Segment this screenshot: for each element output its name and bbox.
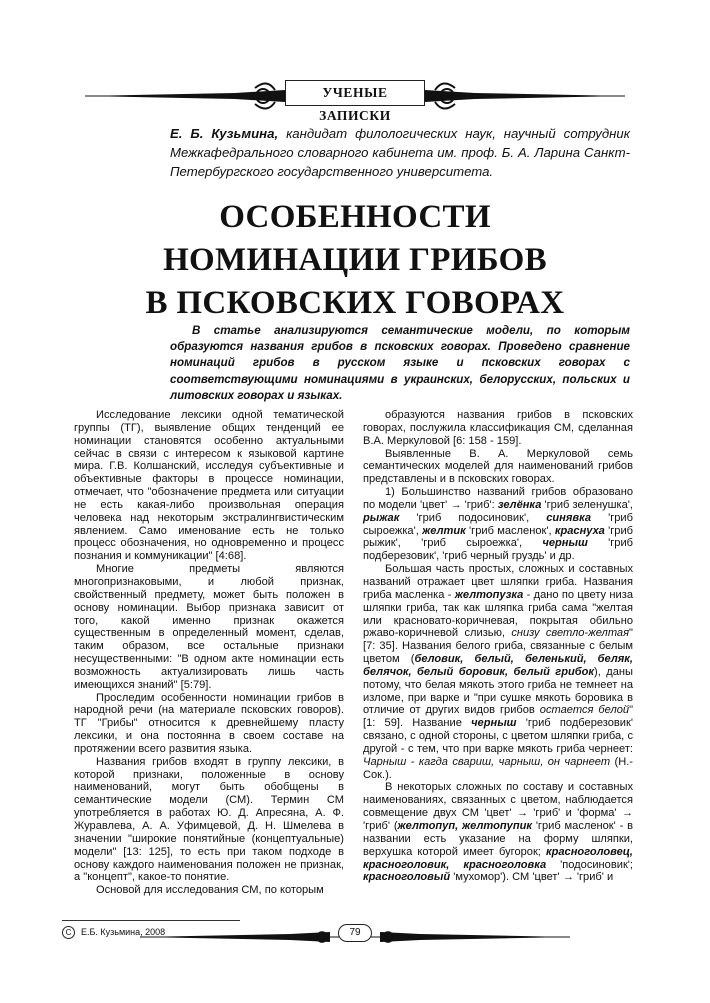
copyright-text: Е.Б. Кузьмина, 2008 [81,926,166,937]
term: синявка [546,511,592,524]
paragraph: Основой для исследования СМ, по которым [96,884,324,897]
author-info [170,124,630,181]
paragraph: Названия грибов входят в группу лексики, в которой признаки, положенные в основу наименований, могут быть обобщены в семантические модели (СМ). Термин СМ употребляется в работах Ю. Д. Апресяна, А. Ф. Журавлева, А. А. Уфимцевой, Д. Н. Шмелева в значении "широкие понятийные (концептуальные) модели" [13: 125], то есть при таком подходе в основу каждого наименования положен не признак, а "концепт", какое-то понятие. [74,755,344,884]
arrow-icon: → [450,498,462,511]
copyright-icon: C [62,926,75,939]
term: краснуха [554,524,605,537]
title-line-3: В ПСКОВСКИХ ГОВОРАХ [145,285,565,321]
left-column [74,409,344,897]
paragraph [363,486,633,563]
text: - дано по цвету низа шляпки гриба, так как шляпка гриба сама "желтая или красновато-коричневая, покрытая обильно ржаво-коричневой слизью, [363,588,633,640]
quote: Чарныш - кагда свариш, чарныш, он чарнеет [363,755,611,768]
text: Большая часть простых, сложных и составных названий отражает цвет шляпки гриба. Названия гриба масленка - [363,563,633,601]
quote: снизу светло-желтая [511,627,630,640]
term: черныш [471,717,517,730]
paragraph [363,781,633,884]
text: " [1: 59]. Название [363,704,634,730]
abstract: В статье анализируются семантические модели, по которым образуются названия грибов в псковских говорах. Проведено сравнение номинаций грибов в русском языке и псковских говорах с соответствующими номинациями в украинских, белорусских, польских и литовских говорах и языках. [170,324,630,402]
text: 'гриб масленок' - в названии есть указание на форму шляпки, верхушка которой имеет бугорок; [363,820,633,858]
text: 'гриб' и 'форма' [527,807,622,820]
title-line-1: ОСОБЕННОСТИ [219,199,491,235]
text: 'подосиновик'; [546,858,633,871]
page-number: 79 [338,924,372,942]
title-line-2: НОМИНАЦИИ ГРИБОВ [163,242,547,278]
text: 'гриб масленок', [465,524,555,537]
text: 'гриб': [461,498,498,511]
text: 'мухомор'). СМ 'цвет' [450,871,563,884]
text: 1) Большинство названий грибов образовано по модели 'цвет' [363,486,633,511]
term: желтик [422,524,466,537]
footnote-rule [62,920,240,921]
text: 'гриб сыроежка', [363,511,633,537]
article-title [110,196,600,325]
text: 'гриб' и [573,871,614,884]
author-name: Е. Б. Кузьмина, [170,126,279,141]
text: 'гриб подберезовик' связано, с одной стороны, с цветом шляпки гриба, с другой - с тем, что при варке мякоть гриба чернеет: [363,717,633,755]
paragraph [363,563,633,781]
paragraph: образуются названия грибов в псковских говорах, послужила классификация СМ, сделанная В.А. Меркуловой [6: 158 - 159]. [363,409,633,447]
paragraph: Многие предметы являются многопризнаковыми, и любой признак, свойственный предмету, может быть положен в основу номинации. Выбор признака зависит от того, какой именно признак окажется существенным в определенный момент, сделав, таким образом, все остальные признаки несущественными: "В одном акте номинации есть возможность актуализировать лишь часть имеющихся знаний" [5:79]. [74,563,344,691]
arrow-icon: → [621,807,633,820]
term: зелёнка [497,498,542,511]
term: рыжак [363,511,400,524]
term: беловик, белый, беленький, беляк, белячок, белый боровик, белый грибок [363,653,633,678]
term: желтопузка [454,588,524,601]
journal-title: УЧЕНЫЕ ЗАПИСКИ [285,80,425,106]
arrow-icon: → [562,871,574,884]
paragraph: Исследование лексики одной тематической группы (ТГ), выявление общих тенденций ее номинации становятся особенно актуальными сейчас в связи с интересом к языковой картине мира. Г.В. Колшанский, исследуя субъективные и объективные факторы в процессе номинации, отмечает, что "обозначение предмета или ситуации не есть какая-либо произвольная операция человека над некоторым экстралингвистическим явлением. Само именование есть не только процесс обозначения, но одновременно и процесс познания и коммуникации" [4:68]. [74,409,344,563]
text: " [7: 35]. Названия белого гриба, связанные с белым цветом ( [363,627,633,666]
text: (Н.-Сок.). [363,755,633,781]
text: 'гриб рыжик', 'гриб сыроежка', [363,524,633,550]
paragraph: Выявленные В. А. Меркуловой семь семантических моделей для наименований грибов представлены и в псковских говорах. [363,447,633,486]
author-affiliation: кандидат филологических наук, научный сотрудник Межкафедрального словарного кабинета им. проф. Б. А. Ларина Санкт-Петербургского государственного университета. [170,126,630,179]
text: 'гриб подберезовик', 'гриб черный груздь' и др. [363,537,634,563]
text: ), даны потому, что белая мякоть этого гриба не темнеет на изломе, при варке и "при сушке мякоть боровика в отличие от других видов грибов [363,665,633,717]
text: 'гриб подосиновик', [399,511,547,524]
text: 'гриб зеленушка', [541,498,634,511]
term: черныш [542,537,588,550]
arrow-icon: → [516,807,528,820]
term: желтопуп, желтопупик [397,820,532,832]
text: В некоторых сложных по составу и составных наименованиях, связанных с цветом, наблюдается совмещение двух СМ 'цвет' [363,781,633,820]
paragraph: Проследим особенности номинации грибов в народной речи (на материале псковских говоров). ТГ "Грибы" относится к древнейшему пласту лексики, и она постоянна в своем составе на протяжении всего развития языка. [74,691,344,755]
text: 'гриб' ( [363,820,398,832]
term: красноголовец, красноголовик, красноголовка [363,845,633,871]
quote: остается белой [539,704,630,717]
right-column [363,409,633,884]
term: красноголовый [363,871,451,884]
